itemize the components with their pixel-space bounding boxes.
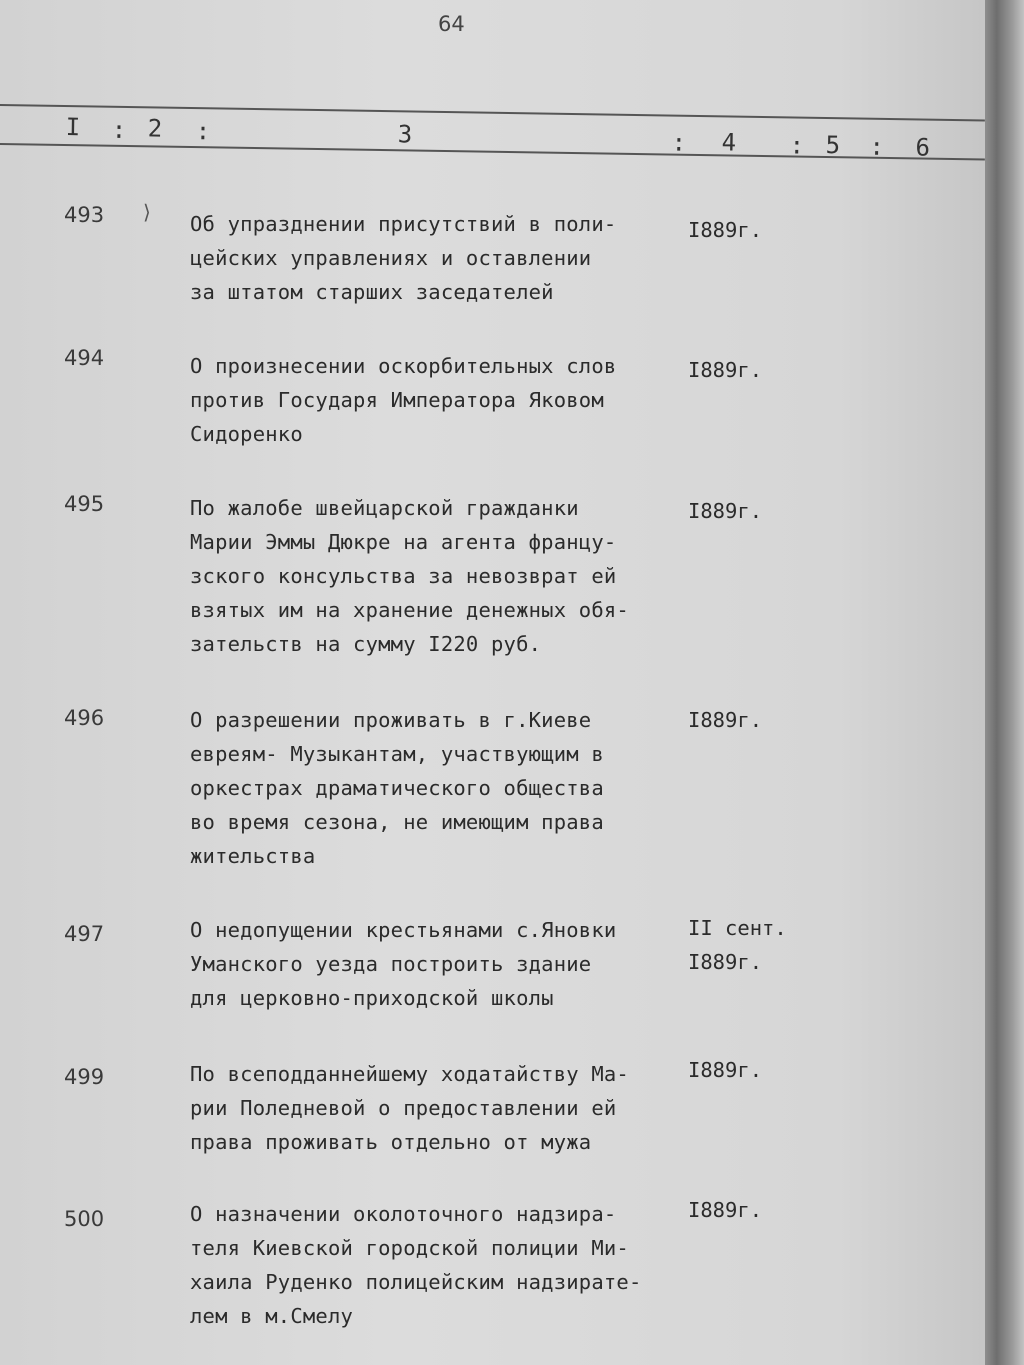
entry-date: I889г. (688, 499, 763, 523)
entry-title: О недопущении крестьянами с.Яновки Уманского уезда построить здание для церковно-приходской школы (190, 918, 617, 1010)
column-3-label: 3 (397, 120, 413, 149)
entry-title: О назначении околоточного надзира- теля Киевской городской полиции Ми- хаила Руденко полицейским надзирате- лем в м.Смелу (190, 1202, 642, 1328)
entry-title: О произнесении оскорбительных слов против Государя Императора Яковом Сидоренко (190, 354, 617, 446)
entry-number: 496 (64, 706, 105, 730)
column-separator: : (195, 117, 211, 146)
entry-number: 495 (64, 492, 105, 516)
column-6-label: 6 (915, 133, 931, 162)
entry-number: 493 (64, 203, 105, 227)
entry-number: 499 (64, 1065, 105, 1089)
entry-title: По всеподданнейшему ходатайству Ма- рии Поледневой о предоставлении ей права проживать отдельно от мужа (190, 1062, 629, 1154)
column-separator: : (671, 128, 687, 157)
entry-date: I889г. (688, 1198, 763, 1222)
entry-number: 500 (64, 1207, 105, 1231)
entry-number: 494 (64, 346, 105, 370)
column-1-label: I (65, 113, 81, 142)
entry-number: 497 (64, 922, 105, 946)
entry-title: По жалобе швейцарской гражданки Марии Эммы Дюкре на агента францу- зского консульства за невозврат ей взятых им на хранение денежных обя- зательств на сумму I220 руб. (190, 496, 629, 656)
entry-title: Об упразднении присутствий в поли- цейских управлениях и оставлении за штатом старших заседателей (190, 212, 617, 304)
column-separator: : (789, 131, 805, 160)
column-separator: : (111, 115, 127, 144)
entry-date: I889г. (688, 358, 763, 382)
entry-date: I889г. (688, 1058, 763, 1082)
column-5-label: 5 (825, 130, 841, 160)
entry-title: О разрешении проживать в г.Киеве евреям- Музыкантам, участвующим в оркестрах драматического общества во время сезона, не имеющим права жительства (190, 708, 604, 868)
column-4-label: 4 (721, 128, 737, 157)
pencil-mark: ⟩ (143, 200, 151, 224)
entry-date: I889г. (688, 708, 763, 732)
page-edge-shadow (985, 0, 1024, 1365)
column-separator: : (869, 132, 885, 161)
column-2-label: 2 (147, 114, 163, 143)
page-number: 64 (438, 12, 465, 36)
entry-date: I889г. (688, 218, 763, 242)
entry-date: II сент. I889г. (688, 916, 787, 974)
